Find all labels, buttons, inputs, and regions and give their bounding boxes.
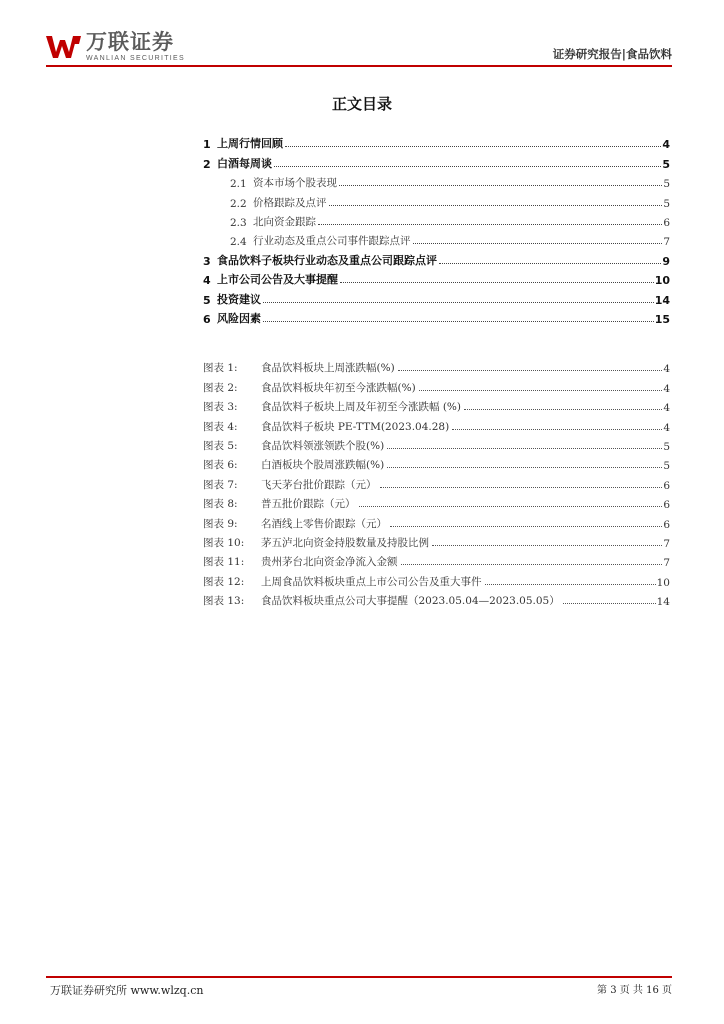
toc-leader-dots bbox=[318, 224, 662, 225]
toc-entry[interactable] bbox=[203, 151, 670, 170]
figure-title: 上周食品饮料板块重点上市公司公告及重大事件 bbox=[261, 575, 482, 588]
toc-entry-title: 行业动态及重点公司事件跟踪点评 bbox=[253, 235, 411, 248]
figure-label: 图表 7: bbox=[203, 478, 238, 491]
figure-title: 食品饮料子板块 PE-TTM(2023.04.28) bbox=[261, 420, 450, 433]
toc-entry[interactable] bbox=[203, 210, 670, 229]
figure-leader-dots bbox=[419, 390, 663, 391]
figure-label: 图表 4: bbox=[203, 420, 238, 433]
toc-entry-title: 上周行情回顾 bbox=[217, 137, 283, 151]
toc-leader-dots bbox=[285, 146, 661, 147]
figure-leader-dots bbox=[390, 526, 662, 527]
figure-entry[interactable] bbox=[203, 492, 670, 511]
figure-entry[interactable] bbox=[203, 531, 670, 550]
toc-entry-number: 6 bbox=[203, 312, 211, 326]
toc-entry-number: 2 bbox=[203, 157, 211, 171]
toc-leader-dots bbox=[263, 321, 654, 322]
toc-leader-dots bbox=[329, 205, 663, 206]
figure-list bbox=[203, 356, 670, 608]
toc-leader-dots bbox=[340, 282, 654, 283]
figure-label: 图表 8: bbox=[203, 498, 238, 511]
logo-english-name: WANLIAN SECURITIES bbox=[86, 55, 185, 62]
footer-source: 万联证券研究所 www.wlzq.cn bbox=[50, 984, 204, 997]
figure-page: 5 bbox=[663, 440, 670, 453]
footer-divider bbox=[46, 976, 672, 978]
figure-label: 图表 3: bbox=[203, 401, 238, 414]
figure-page: 4 bbox=[663, 421, 670, 434]
toc-entry[interactable] bbox=[203, 190, 670, 209]
figure-label: 图表 13: bbox=[203, 595, 245, 608]
figure-leader-dots bbox=[387, 467, 662, 468]
figure-label: 图表 5: bbox=[203, 439, 238, 452]
toc-entry-number: 1 bbox=[203, 138, 211, 152]
toc-entry-page: 4 bbox=[662, 138, 670, 152]
logo-chinese-name: 万联证券 bbox=[86, 30, 174, 54]
toc-entry[interactable] bbox=[203, 268, 670, 287]
figure-page: 14 bbox=[656, 596, 670, 609]
toc-entry-page: 14 bbox=[654, 293, 670, 307]
figure-entry[interactable] bbox=[203, 511, 670, 530]
figure-title: 飞天茅台批价跟踪（元） bbox=[261, 478, 377, 491]
figure-title: 名酒线上零售价跟踪（元） bbox=[261, 517, 387, 530]
figure-title: 贵州茅台北向资金净流入金额 bbox=[261, 556, 398, 569]
figure-page: 6 bbox=[663, 518, 670, 531]
page-title: 正文目录 bbox=[331, 95, 392, 113]
figure-entry[interactable] bbox=[203, 569, 670, 588]
page-number: 第 3 页 共 16 页 bbox=[597, 985, 672, 996]
figure-page: 4 bbox=[663, 402, 670, 415]
wanlian-logo-icon bbox=[46, 34, 82, 60]
figure-page: 7 bbox=[663, 557, 670, 570]
figure-entry[interactable] bbox=[203, 375, 670, 394]
figure-leader-dots bbox=[452, 429, 662, 430]
figure-entry[interactable] bbox=[203, 550, 670, 569]
toc-entry-page: 5 bbox=[662, 157, 670, 171]
figure-entry[interactable] bbox=[203, 356, 670, 375]
figure-entry[interactable] bbox=[203, 472, 670, 491]
figure-title: 食品饮料板块上周涨跌幅(%) bbox=[261, 362, 395, 375]
company-logo bbox=[46, 30, 196, 64]
figure-leader-dots bbox=[563, 603, 656, 604]
toc-entry[interactable] bbox=[203, 229, 670, 248]
figure-leader-dots bbox=[359, 506, 663, 507]
figure-label: 图表 2: bbox=[203, 381, 238, 394]
toc-entry-title: 风险因素 bbox=[217, 311, 261, 325]
toc-entry[interactable] bbox=[203, 307, 670, 326]
toc-entry-title: 北向资金跟踪 bbox=[253, 215, 316, 228]
toc-entry-number: 2.3 bbox=[230, 216, 247, 229]
toc-leader-dots bbox=[439, 263, 661, 264]
figure-leader-dots bbox=[380, 487, 663, 488]
toc-entry-page: 7 bbox=[663, 236, 670, 249]
toc-entry-number: 2.4 bbox=[230, 236, 247, 249]
toc-entry-page: 15 bbox=[654, 312, 670, 326]
figure-title: 普五批价跟踪（元） bbox=[261, 498, 356, 511]
figure-label: 图表 9: bbox=[203, 517, 238, 530]
toc-leader-dots bbox=[413, 243, 663, 244]
toc-leader-dots bbox=[274, 166, 661, 167]
figure-page: 4 bbox=[663, 382, 670, 395]
figure-leader-dots bbox=[401, 564, 663, 565]
table-of-contents bbox=[203, 132, 670, 326]
toc-entry[interactable] bbox=[203, 132, 670, 151]
figure-title: 食品饮料板块重点公司大事提醒（2023.05.04—2023.05.05） bbox=[261, 595, 560, 608]
toc-entry-page: 9 bbox=[662, 254, 670, 268]
toc-leader-dots bbox=[263, 302, 654, 303]
figure-entry[interactable] bbox=[203, 395, 670, 414]
figure-entry[interactable] bbox=[203, 453, 670, 472]
toc-entry-number: 5 bbox=[203, 293, 211, 307]
figure-leader-dots bbox=[432, 545, 662, 546]
figure-title: 食品饮料子板块上周及年初至今涨跌幅 (%) bbox=[261, 401, 462, 414]
report-category: 证券研究报告|食品饮料 bbox=[552, 47, 672, 61]
toc-entry-title: 投资建议 bbox=[217, 292, 261, 306]
figure-leader-dots bbox=[398, 370, 663, 371]
figure-title: 食品饮料板块年初至今涨跌幅(%) bbox=[261, 381, 416, 394]
figure-page: 6 bbox=[663, 479, 670, 492]
figure-leader-dots bbox=[387, 448, 662, 449]
toc-entry-page: 10 bbox=[654, 274, 670, 288]
figure-leader-dots bbox=[485, 584, 656, 585]
header-divider bbox=[46, 65, 672, 67]
figure-leader-dots bbox=[464, 409, 662, 410]
figure-title: 食品饮料领涨领跌个股(%) bbox=[261, 439, 385, 452]
figure-label: 图表 10: bbox=[203, 536, 245, 549]
toc-entry-title: 白酒每周谈 bbox=[217, 156, 272, 170]
toc-entry[interactable] bbox=[203, 248, 670, 267]
toc-entry-page: 6 bbox=[663, 216, 670, 229]
figure-entry[interactable] bbox=[203, 434, 670, 453]
toc-entry-title: 资本市场个股表现 bbox=[253, 177, 337, 190]
figure-title: 白酒板块个股周涨跌幅(%) bbox=[261, 459, 385, 472]
figure-page: 7 bbox=[663, 537, 670, 550]
page-header bbox=[46, 30, 672, 64]
toc-entry-title: 上市公司公告及大事提醒 bbox=[217, 273, 338, 287]
figure-label: 图表 11: bbox=[203, 556, 245, 569]
toc-entry-page: 5 bbox=[663, 178, 670, 191]
toc-entry-number: 3 bbox=[203, 254, 211, 268]
figure-page: 5 bbox=[663, 460, 670, 473]
toc-entry-title: 价格跟踪及点评 bbox=[253, 196, 327, 209]
toc-entry-page: 5 bbox=[663, 197, 670, 210]
figure-label: 图表 1: bbox=[203, 362, 238, 375]
toc-leader-dots bbox=[339, 185, 662, 186]
toc-entry[interactable] bbox=[203, 287, 670, 306]
toc-entry-number: 2.1 bbox=[230, 178, 247, 191]
toc-entry-title: 食品饮料子板块行业动态及重点公司跟踪点评 bbox=[217, 253, 437, 267]
figure-page: 4 bbox=[663, 363, 670, 376]
toc-entry-number: 2.2 bbox=[230, 197, 247, 210]
figure-page: 6 bbox=[663, 499, 670, 512]
toc-entry[interactable] bbox=[203, 171, 670, 190]
figure-page: 10 bbox=[656, 576, 670, 589]
figure-label: 图表 6: bbox=[203, 459, 238, 472]
figure-title: 茅五泸北向资金持股数量及持股比例 bbox=[261, 536, 429, 549]
figure-entry[interactable] bbox=[203, 589, 670, 608]
figure-label: 图表 12: bbox=[203, 575, 245, 588]
figure-entry[interactable] bbox=[203, 414, 670, 433]
toc-entry-number: 4 bbox=[203, 274, 211, 288]
